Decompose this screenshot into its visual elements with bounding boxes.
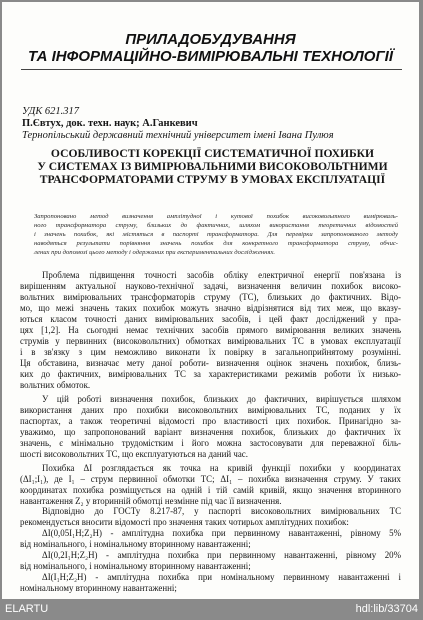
abstract-line: Запропоновано метод визначення амплітудної і кутової похибок високовольтного вимірюваль-: [34, 213, 398, 220]
body-text-line: використання даних про похибки високовольтних вимірювальних ТС, поданих у їх: [20, 405, 401, 415]
body-text-line: вольтних обмоток.: [20, 380, 91, 390]
footer-handle-label: hdl:lib/33704: [355, 603, 418, 615]
abstract-line: і значень похибок, які містяться в паспорті трансформатора. Для перевірки запропонованого методу: [34, 231, 398, 238]
document-page: [2, 2, 419, 599]
body-text-line: ΔI(0,05I₁Н;Z₂Н) - амплітудна похибка при первинному навантаженні, рівному 5%: [42, 528, 401, 538]
body-text-line: цях [1,2]. На сьогодні немає технічних засобів прямого вимірювання великих значень: [20, 325, 401, 335]
body-text-line: вирішенням актуальної науково-технічної задачі, визначення величин похибок високо-: [20, 281, 401, 291]
header-divider: [21, 69, 402, 70]
body-text-line: Відповідно до ГОСТу 8.217-87, у паспорті високовольтних вимірювальних ТС: [42, 506, 401, 516]
body-text-line: Проблема підвищення точності засобів обліку електричної енергії пов'язана із: [42, 270, 401, 280]
body-text-line: навантаження Z₂ у вторинній обмотці незмінне під час її визначення.: [20, 496, 282, 506]
body-text-line: ΔI(0,2I₁Н;Z₂Н) - амплітудна похибка при первинному навантаженні, рівному 20%: [42, 550, 401, 560]
footer-repository-label: ELARTU: [5, 603, 49, 615]
authors-line: П.Євтух, док. техн. наук; А.Ганкевич: [22, 118, 198, 129]
body-text-line: струмів у первинних (високовольтних) обмотках вимірювальних ТС в умовах експлуатації: [20, 336, 401, 346]
abstract-line: ного трансформатора струму, близьких до фактичних, шляхом використання теоретичних відомостей: [34, 222, 398, 229]
body-text-line: шості високовольтних ТС, що експлуатуються на даний час.: [20, 449, 248, 459]
body-text-line: номінальному вторинному навантаженні;: [20, 583, 177, 593]
article-title-line: ТРАНСФОРМАТОРАМИ СТРУМУ В УМОВАХ ЕКСПЛУАТАЦІЇ: [39, 173, 386, 186]
body-text-line: ких до фактичних, вимірювальних ТС за характеристиками режимів роботи їх низько-: [20, 369, 401, 379]
body-text-line: вольтних вимірювальних трансформаторів струму (ТС), близьких до фактичних. Відо-: [20, 292, 401, 302]
affiliation-line: Тернопільський державний технічний університет імені Івана Пулюя: [22, 130, 334, 141]
body-text-line: уважимо, що запропонований варіант визначення похибок, близьких до фактичних їх: [20, 427, 401, 437]
journal-section-title: ПРИЛАДОБУДУВАННЯ: [125, 31, 296, 48]
body-text-line: ΔI(I₁Н;Z₂Н) - амплітудна похибка при номінальному первинному навантаженні і: [42, 572, 401, 582]
abstract-line: лених при допомозі цього методу і одержаних при експериментальних дослідженнях.: [34, 249, 276, 256]
body-text-line: рекомендується вносити відомості про значення таких чотирьох амплітудних похибок:: [20, 517, 349, 527]
journal-section-subtitle: ТА ІНФОРМАЦІЙНО-ВИМІРЮВАЛЬНІ ТЕХНОЛОГІЇ: [28, 48, 393, 65]
body-text-line: від номінального, і номінальному вторинному навантаженні;: [20, 539, 251, 549]
body-text-line: паспортах, а також теоретичні відомості про властивості цих похибок. Принагідно за-: [20, 416, 401, 426]
body-text-line: (ΔI₁;I₁), де I₁ – струм первинної обмотки ТС; ΔI₁ – похибка визначення струму. У таких: [20, 474, 401, 484]
body-text-line: мо, що межі значень таких похибок можуть значно відрізнятися від тих меж, що вказу-: [20, 303, 401, 313]
body-text-line: від номінального, і номінальному вторинному навантаженні;: [20, 561, 251, 571]
body-text-line: Ця обставина, визначає мету даної роботи- визначення оцінок значень похибок, близь-: [20, 358, 401, 368]
body-text-line: У цій роботі визначення похибок, близьких до фактичних, вирішується шляхом: [42, 394, 401, 404]
body-text-line: координатах похибка розміщується на одній і тій самій кривій, якщо значення вторинного: [20, 485, 401, 495]
body-text-line: значень, є мінімально трудомістким і його можна застосовувати для переважної біль-: [20, 438, 401, 448]
body-text-line: Похибка ΔI розглядається як точка на кривій функції похибки у координатах: [42, 463, 401, 473]
article-title-line: У СИСТЕМАХ ІЗ ВИМІРЮВАЛЬНИМИ ВИСОКОВОЛЬТНИМИ: [37, 160, 388, 173]
article-title-line: ОСОБЛИВОСТІ КОРЕКЦІЇ СИСТЕМАТИЧНОЇ ПОХИБКИ: [50, 147, 375, 160]
body-text-line: ються класом точності даних вимірювальних засобів, і цей факт досліджений у пра-: [20, 314, 401, 324]
udk-code: УДК 621.317: [22, 106, 80, 117]
body-text-line: і в зв'язку з цим неможливо виконати їх повірку в загальноприйнятому розумінні.: [20, 347, 401, 357]
abstract-line: наводяться результати порівняння значень похибок для конкретного трансформатора струму, обчис-: [34, 240, 398, 247]
